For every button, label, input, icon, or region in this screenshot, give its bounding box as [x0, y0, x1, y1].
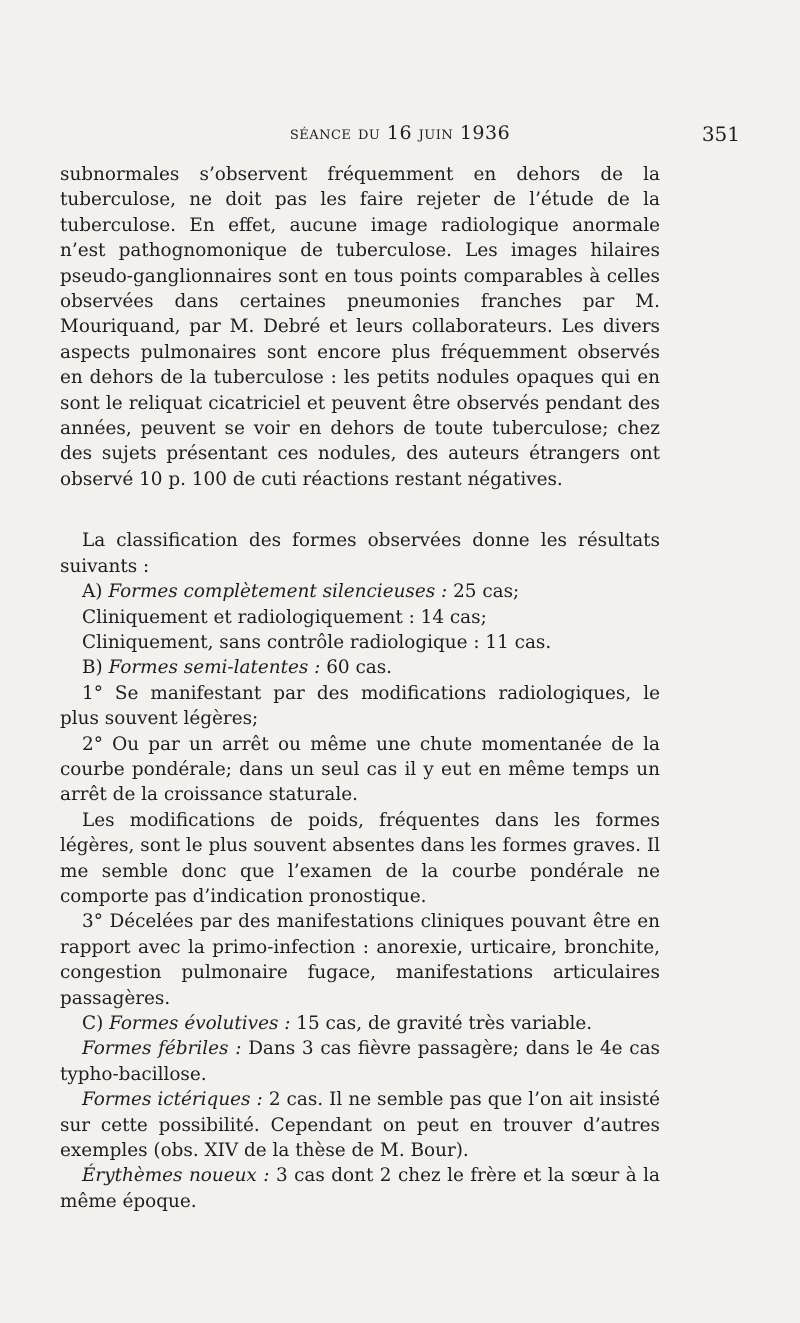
item-b-1: 1° Se manifestant par des modifications radiologiques, le plus souvent légères;: [60, 682, 660, 730]
item-icteric: [60, 1087, 660, 1163]
item-febrile: [60, 1036, 660, 1087]
paragraph-continuation: subnormales s’observent fréquemment en dehors de la tuberculose, ne doit pas les faire rejeter de l’étude de la tuberculose. En effet, aucune image radiologique anormale n’est pathognomonique de tuberculose. Les images hilaires pseudo-ganglionnaires sont en tous points comparables à celles observées dans certaines pneumonies franches par M. Mouriquand, par M. Debré et leurs collaborateurs. Les divers aspects pulmonaires sont encore plus fréquemment observés en dehors de la tuberculose : les petits nodules opaques qui en sont le reliquat cicatriciel et peuvent être observés pendant des années, peuvent se voir en dehors de toute tuberculose; chez des sujets présentant ces nodules, des auteurs étrangers ont observé 10 p. 100 de cuti réactions restant négatives.: [60, 164, 660, 490]
item-b: [60, 655, 660, 680]
item-erythema-text: 3 cas dont 2 chez le frère et la sœur à la même époque.: [60, 1165, 660, 1212]
item-b-2-note: Les modifications de poids, fréquentes dans les formes légères, sont le plus souvent absentes dans les formes graves. Il me semble donc que l’examen de la courbe pondérale ne comporte pas d’indication pronostique.: [60, 809, 660, 907]
item-icteric-text: 2 cas. Il ne semble pas que l’on ait insisté sur cette possibilité. Cependant on peut en trouver d’autres exemples (obs. XIV de la thèse de M. Bour).: [60, 1089, 660, 1162]
running-head: séance du 16 juin 1936: [289, 122, 511, 144]
page-number: 351: [701, 122, 740, 146]
item-b-3: 3° Décelées par des manifestations cliniques pouvant être en rapport avec la primo-infection : anorexie, urticaire, bronchite, congestion pulmonaire fugace, manifestations articulaires passagères.: [60, 911, 660, 1009]
item-a-prefix: A): [82, 581, 103, 603]
item-a-sub-1: Cliniquement et radiologiquement : 14 cas;: [82, 606, 487, 628]
paragraph-classification-intro: La classification des formes observées donne les résultats suivants :: [60, 530, 660, 577]
item-a-title: Formes complètement silencieuses :: [108, 581, 448, 603]
body-text: [60, 162, 660, 1214]
item-c-title: Formes évolutives :: [109, 1013, 291, 1034]
item-c: [60, 1011, 660, 1036]
item-b-prefix: B): [82, 657, 103, 679]
item-febrile-text: Dans 3 cas fièvre passagère; dans le 4e cas typho-bacillose.: [60, 1038, 660, 1085]
item-a-sub-2: Cliniquement, sans contrôle radiologique : 11 cas.: [82, 631, 552, 653]
item-febrile-title: Formes fébriles :: [82, 1038, 242, 1060]
item-b-title: Formes semi-latentes :: [108, 657, 321, 679]
item-icteric-title: Formes ictériques :: [82, 1089, 263, 1111]
item-erythema: [60, 1163, 660, 1214]
item-erythema-title: Érythèmes noueux :: [82, 1165, 270, 1187]
paragraph-gap: [60, 492, 660, 528]
item-c-prefix: C): [82, 1013, 104, 1034]
item-b-2: 2° Ou par un arrêt ou même une chute momentanée de la courbe pondérale; dans un seul cas il y eut en même temps un arrêt de la croissance staturale.: [60, 733, 660, 806]
page-header: [60, 122, 740, 152]
item-a-count: 25 cas;: [453, 581, 520, 603]
item-a: [60, 579, 660, 604]
item-b-count: 60 cas.: [326, 657, 393, 679]
item-c-count: 15 cas, de gravité très variable.: [296, 1013, 593, 1034]
